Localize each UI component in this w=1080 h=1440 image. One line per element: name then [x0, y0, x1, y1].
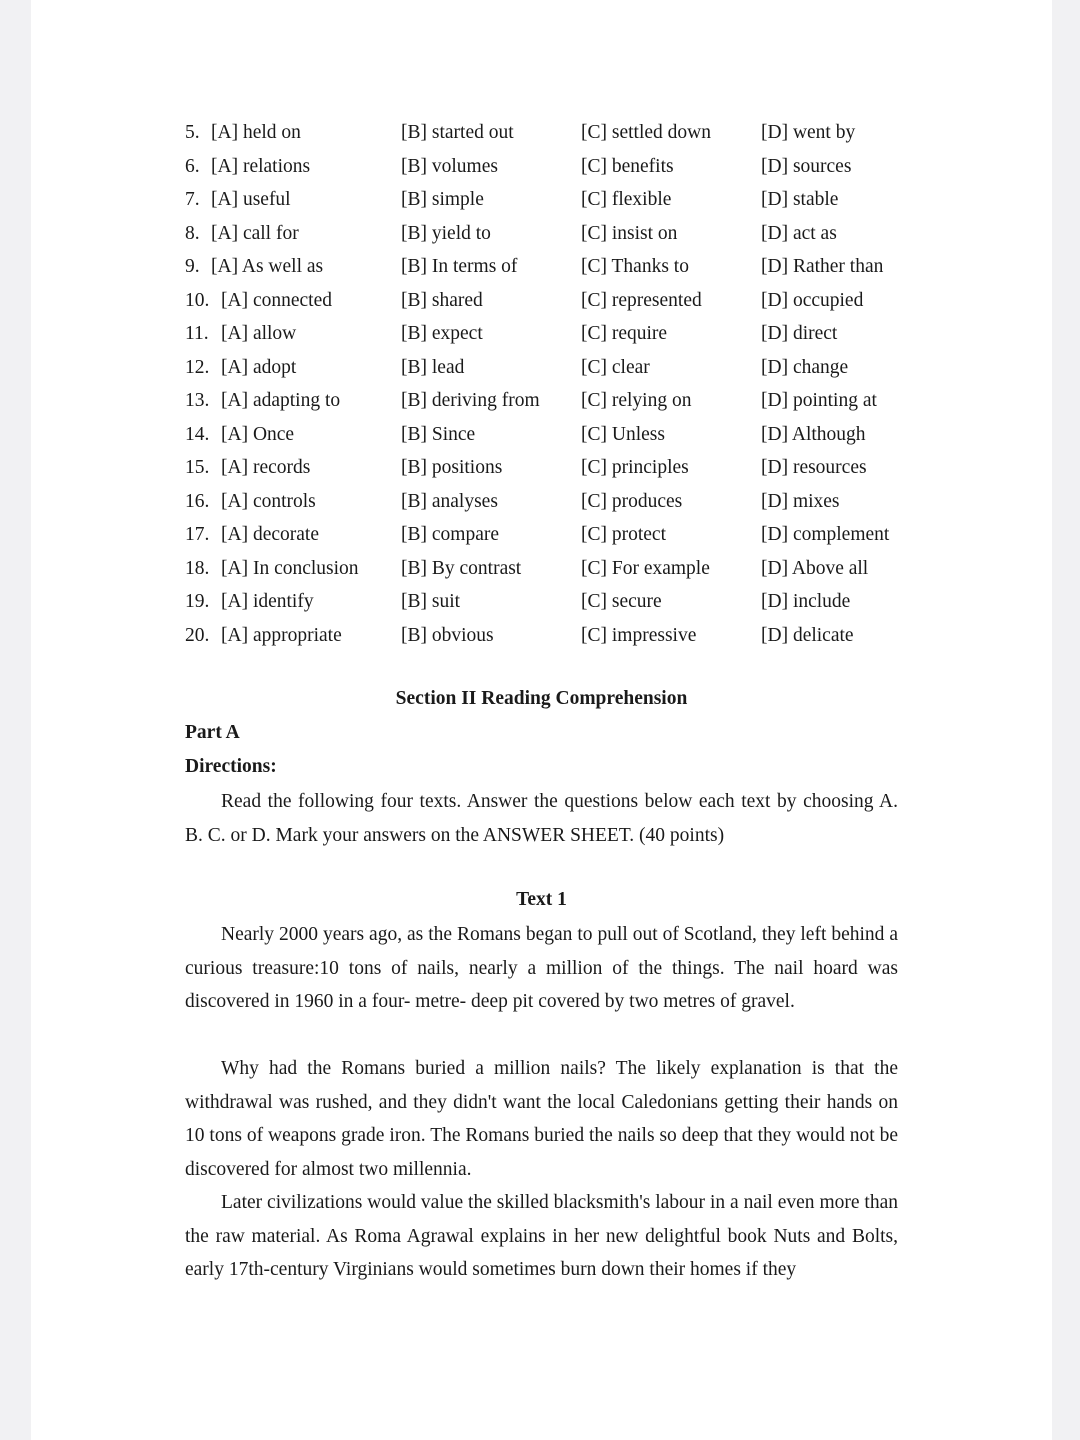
text1-paragraph-2: Why had the Romans buried a million nails? The likely explanation is that the withdrawal was rushed, and they didn't want the local Caledonians getting their hands on 10 tons of weapons grade iron. The Romans buried the nails so deep that they would not be discovered for almost two millennia.	[185, 1058, 898, 1180]
document-page	[31, 0, 1052, 1440]
directions-label: Directions:	[185, 756, 277, 777]
question-number: 12.	[185, 356, 210, 378]
option-b: [B] shared	[401, 289, 483, 311]
part-label: Part A	[185, 722, 240, 743]
option-row	[185, 619, 898, 653]
question-number: 11.	[185, 323, 209, 344]
section-title: Section II Reading Comprehension	[395, 688, 688, 709]
option-a: [A] adopt	[221, 356, 297, 378]
option-a: [A] call for	[211, 222, 299, 244]
question-number: 20.	[185, 624, 210, 646]
option-c: [C] settled down	[581, 122, 711, 143]
option-a: [A] controls	[221, 490, 316, 512]
question-number: 13.	[185, 390, 210, 411]
option-b: [B] obvious	[401, 624, 494, 646]
option-row	[185, 284, 898, 318]
option-b: [B] yield to	[401, 222, 491, 244]
text1-paragraph-1: Nearly 2000 years ago, as the Romans began to pull out of Scotland, they left behind a curious treasure:10 tons of nails, nearly a million of the things. The nail hoard was discovered in 1960 in a four- metre- deep pit covered by two metres of gravel.	[185, 924, 898, 1012]
option-d: [D] sources	[761, 155, 852, 177]
question-number: 5.	[185, 122, 200, 143]
option-row	[185, 552, 898, 586]
option-a: [A] decorate	[221, 524, 319, 545]
question-number: 18.	[185, 557, 210, 579]
option-a: [A] appropriate	[221, 624, 342, 646]
option-d: [D] change	[761, 356, 849, 378]
question-number: 17.	[185, 524, 210, 545]
option-c: [C] secure	[581, 591, 662, 612]
option-a: [A] Once	[221, 423, 295, 445]
option-row	[185, 384, 898, 418]
option-row	[185, 451, 898, 485]
option-c: [C] require	[581, 323, 668, 344]
directions-text: Read the following four texts. Answer the questions below each text by choosing A. B. C. or D. Mark your answers on the ANSWER SHEET. (40 points)	[185, 791, 898, 846]
option-c: [C] relying on	[581, 390, 692, 411]
option-a: [A] connected	[221, 289, 332, 311]
question-number: 15.	[185, 457, 210, 478]
option-b: [B] In terms of	[401, 256, 518, 277]
option-a: [A] allow	[221, 323, 297, 344]
option-a: [A] adapting to	[221, 390, 341, 411]
question-number: 14.	[185, 423, 210, 445]
option-row	[185, 250, 898, 284]
question-number: 7.	[185, 189, 200, 210]
option-a: [A] In conclusion	[221, 557, 359, 579]
option-d: [D] mixes	[761, 490, 840, 512]
option-d: [D] stable	[761, 189, 839, 210]
option-d: [D] Above all	[761, 557, 869, 579]
option-d: [D] Rather than	[761, 256, 884, 277]
option-d: [D] resources	[761, 457, 867, 478]
text1-title: Text 1	[516, 889, 567, 910]
option-d: [D] occupied	[761, 289, 864, 311]
option-row	[185, 418, 898, 452]
option-c: [C] For example	[581, 557, 710, 579]
option-c: [C] flexible	[581, 189, 672, 210]
option-a: [A] identify	[221, 591, 314, 612]
option-d: [D] direct	[761, 323, 838, 344]
option-b: [B] Since	[401, 423, 476, 445]
option-c: [C] Unless	[581, 423, 665, 445]
option-row	[185, 585, 898, 619]
option-row	[185, 116, 898, 150]
option-c: [C] principles	[581, 457, 689, 478]
option-b: [B] analyses	[401, 490, 498, 512]
option-d: [D] act as	[761, 222, 837, 244]
option-d: [D] Although	[761, 423, 866, 445]
option-row	[185, 183, 898, 217]
option-c: [C] clear	[581, 356, 650, 378]
option-d: [D] delicate	[761, 624, 854, 646]
question-number: 6.	[185, 155, 200, 177]
option-b: [B] suit	[401, 591, 461, 612]
text1-paragraph-3: Later civilizations would value the skilled blacksmith's labour in a nail even more than the raw material. As Roma Agrawal explains in her new delightful book Nuts and Bolts, early 17th-century Virginians would sometimes burn down their homes if they	[185, 1192, 898, 1280]
option-row	[185, 485, 898, 519]
option-b: [B] started out	[401, 122, 514, 143]
question-number: 9.	[185, 256, 200, 277]
question-number: 19.	[185, 591, 210, 612]
option-a: [A] held on	[211, 122, 301, 143]
option-b: [B] positions	[401, 457, 503, 478]
option-a: [A] relations	[211, 155, 311, 177]
option-d: [D] include	[761, 591, 851, 612]
option-b: [B] By contrast	[401, 557, 522, 579]
option-b: [B] simple	[401, 189, 484, 210]
option-c: [C] benefits	[581, 155, 674, 177]
option-c: [C] produces	[581, 490, 683, 512]
option-b: [B] expect	[401, 323, 483, 344]
option-a: [A] As well as	[211, 256, 324, 277]
option-row	[185, 150, 898, 184]
option-c: [C] insist on	[581, 222, 678, 244]
option-c: [C] Thanks to	[581, 256, 689, 277]
option-d: [D] pointing at	[761, 390, 877, 411]
option-d: [D] complement	[761, 524, 890, 545]
question-number: 16.	[185, 490, 210, 512]
option-row	[185, 317, 898, 351]
option-c: [C] protect	[581, 524, 667, 545]
option-a: [A] useful	[211, 189, 291, 210]
option-c: [C] represented	[581, 289, 702, 311]
option-d: [D] went by	[761, 122, 856, 143]
option-b: [B] volumes	[401, 155, 498, 177]
option-b: [B] compare	[401, 524, 499, 545]
question-number: 10.	[185, 289, 210, 311]
option-row	[185, 351, 898, 385]
option-row	[185, 217, 898, 251]
option-b: [B] deriving from	[401, 390, 540, 411]
option-a: [A] records	[221, 457, 311, 478]
option-row	[185, 518, 898, 552]
option-b: [B] lead	[401, 356, 465, 378]
option-c: [C] impressive	[581, 624, 697, 646]
question-number: 8.	[185, 222, 200, 244]
